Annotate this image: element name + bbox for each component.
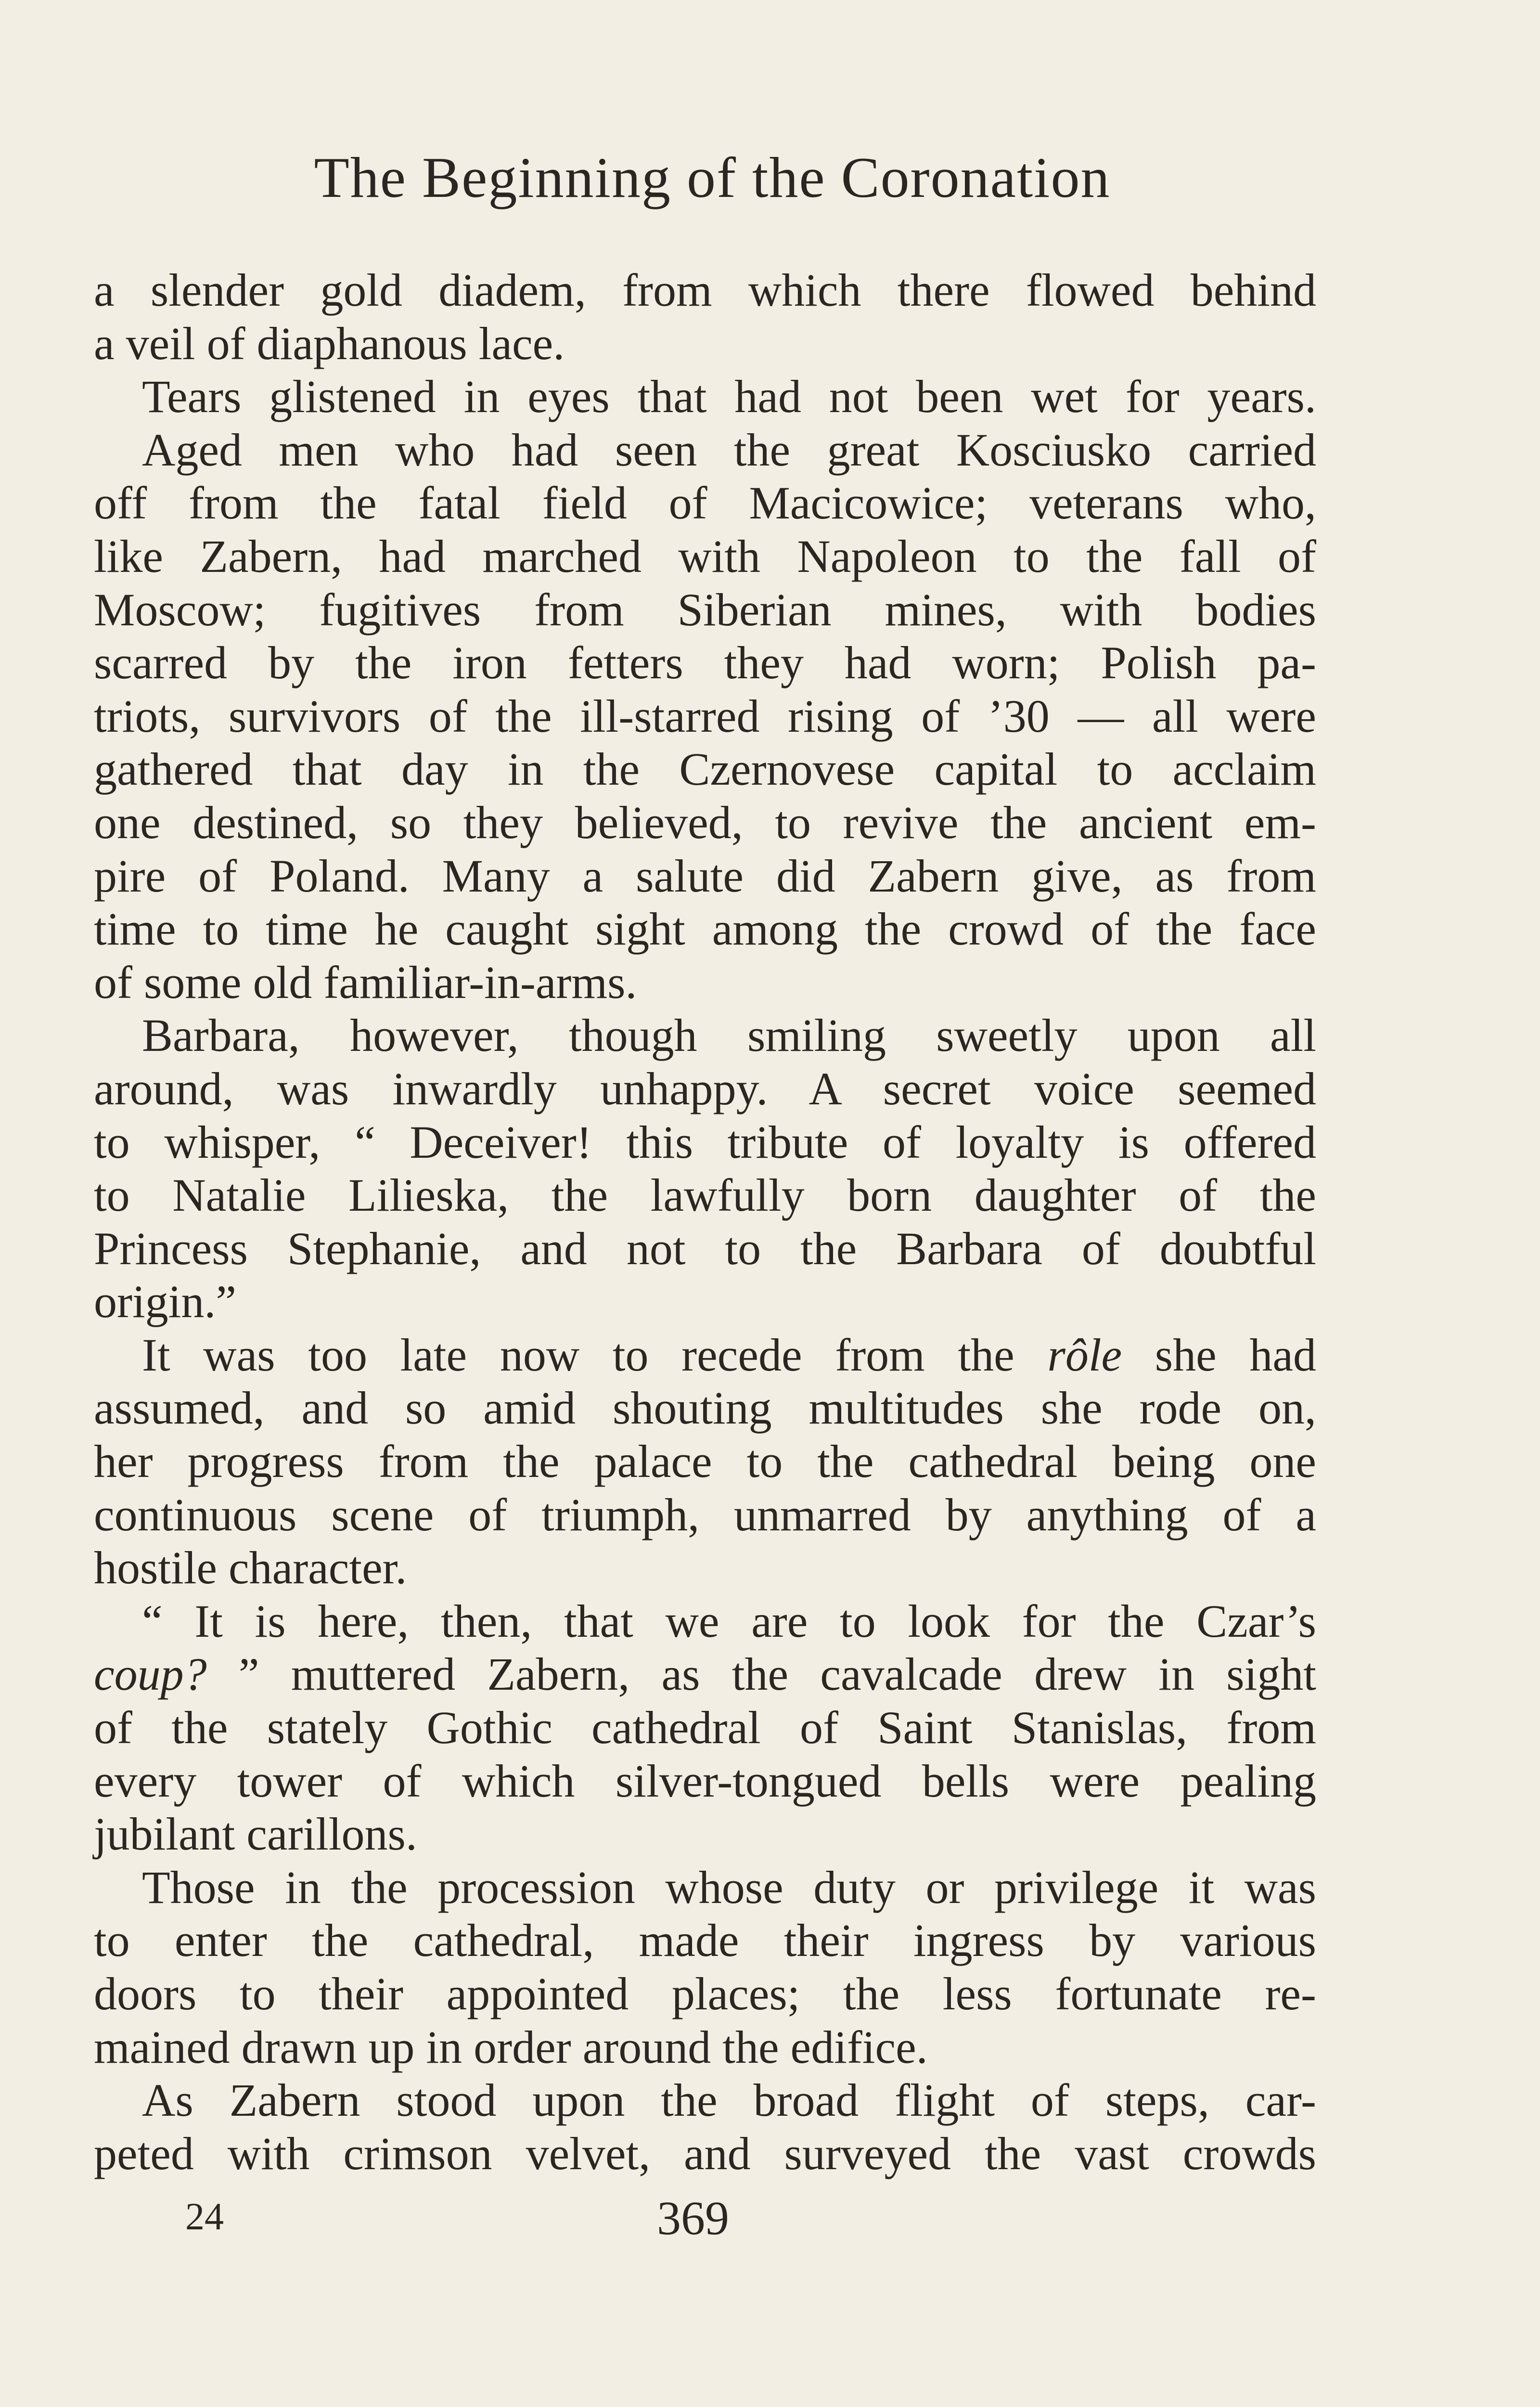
signature-mark: 24 <box>185 2196 224 2238</box>
text-line: off from the fatal field of Macicowice; veterans who, <box>94 477 1316 529</box>
text-line: her progress from the palace to the cathedral being one <box>94 1436 1316 1488</box>
text-line: Moscow; fugitives from Siberian mines, with bodies <box>94 583 1316 635</box>
text-line: around, was inwardly unhappy. A secret voice seemed <box>94 1062 1316 1114</box>
text-line: a slender gold diadem, from which there flowed behind <box>94 264 1316 316</box>
text-line: assumed, and so amid shouting multitudes she rode on, <box>94 1382 1316 1434</box>
text-line: peted with crimson velvet, and surveyed the vast crowds <box>94 2127 1316 2179</box>
italic-phrase: coup? <box>94 1648 207 1700</box>
body-text <box>94 264 1316 2180</box>
text-line: time to time he caught sight among the crowd of the face <box>94 903 1316 955</box>
text-line: triots, survivors of the ill-starred rising of ’30 — all were <box>94 690 1316 742</box>
text-line: “ It is here, then, that we are to look for the Czar’s <box>142 1595 1316 1647</box>
text-line: doors to their appointed places; the less fortunate re- <box>94 1968 1316 2019</box>
text-line: every tower of which silver-tongued bells were pealing <box>94 1755 1316 1807</box>
text-line: Aged men who had seen the great Kosciusko carried <box>142 424 1316 476</box>
text-line: As Zabern stood upon the broad flight of steps, car- <box>142 2074 1316 2126</box>
text-line: to enter the cathedral, made their ingress by various <box>94 1915 1316 1967</box>
text-line: a veil of diaphanous lace. <box>94 317 565 369</box>
text-line: of some old familiar-in-arms. <box>94 956 637 1008</box>
text-line: origin.” <box>94 1276 236 1328</box>
text-line: mained drawn up in order around the edifice. <box>94 2021 928 2073</box>
text-line: Barbara, however, though smiling sweetly upon all <box>142 1009 1316 1061</box>
text-line: Those in the procession whose duty or privilege it was <box>142 1861 1316 1913</box>
text-line: continuous scene of triumph, unmarred by anything of a <box>94 1488 1316 1540</box>
page-number: 369 <box>657 2191 729 2245</box>
text-line: Princess Stephanie, and not to the Barbara of doubtful <box>94 1222 1316 1274</box>
text-line: of the stately Gothic cathedral of Saint Stanislas, from <box>94 1702 1316 1754</box>
text-line: to Natalie Lilieska, the lawfully born daughter of the <box>94 1169 1316 1221</box>
page-footer <box>0 2191 1540 2253</box>
text-line: one destined, so they believed, to revive the ancient em- <box>94 796 1316 848</box>
text-line: hostile character. <box>94 1542 407 1594</box>
text-line: jubilant carillons. <box>94 1808 417 1860</box>
text-line: Tears glistened in eyes that had not been wet for years. <box>142 371 1316 423</box>
running-head: The Beginning of the Coronation <box>314 145 1111 209</box>
italic-phrase: rôle <box>1047 1329 1122 1381</box>
text-line: gathered that day in the Czernovese capital to acclaim <box>94 743 1316 795</box>
text-line: to whisper, “ Deceiver! this tribute of loyalty is offered <box>94 1116 1316 1168</box>
text-line: pire of Poland. Many a salute did Zabern give, as from <box>94 850 1316 902</box>
text-line: scarred by the iron fetters they had worn; Polish pa- <box>94 637 1316 689</box>
text-line: coup? ” muttered Zabern, as the cavalcade drew in sight <box>94 1648 1316 1700</box>
text-line: It was too late now to recede from the rôle she had <box>142 1329 1317 1381</box>
text-line: like Zabern, had marched with Napoleon to the fall of <box>94 530 1316 582</box>
